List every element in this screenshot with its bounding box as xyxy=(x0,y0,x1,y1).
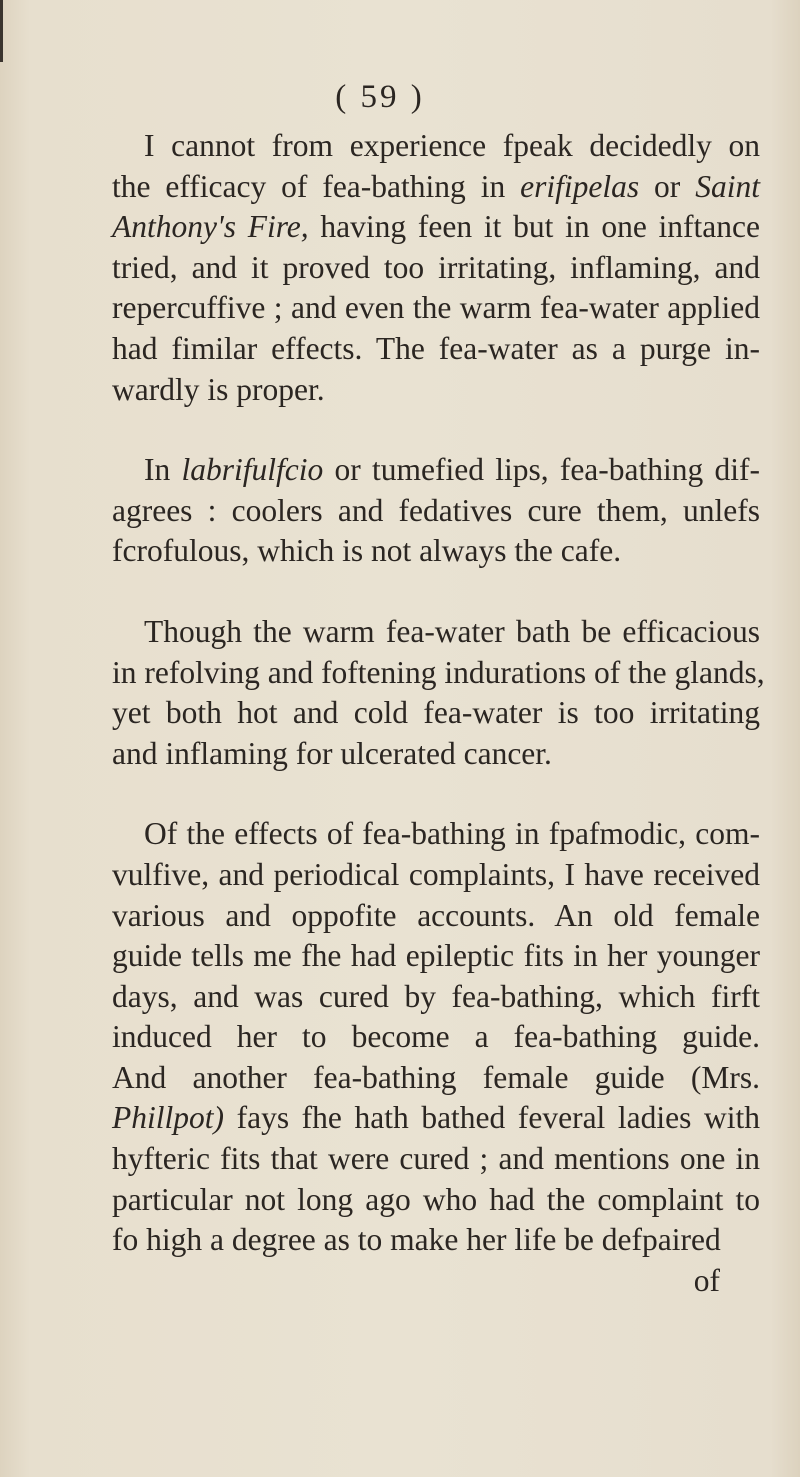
italic-text: Saint xyxy=(695,168,760,204)
text-run: or xyxy=(639,168,696,204)
text-run: in refolving and foftening indurations of the glands, xyxy=(112,654,765,690)
text-run: agrees : coolers and fedatives cure them, unlefs xyxy=(112,492,760,528)
catchword: of xyxy=(693,1262,720,1298)
page-number: ( 59 ) xyxy=(335,79,425,115)
text-run: In xyxy=(144,452,182,488)
text-line xyxy=(112,814,760,855)
text-line xyxy=(112,653,765,694)
text-run: And another fea-bathing female guide (Mrs. xyxy=(112,1059,760,1095)
text-run: or tumefied lips, fea-bathing dif- xyxy=(323,452,760,488)
text-run: particular not long ago who had the complaint to xyxy=(112,1181,760,1217)
text-line xyxy=(112,936,760,977)
text-line xyxy=(112,207,760,248)
italic-text: labrifulfcio xyxy=(181,452,324,488)
text-run: hyfteric fits that were cured ; and mentions one in xyxy=(112,1141,760,1177)
text-run: Of the effects of fea-bathing in fpafmodic, com- xyxy=(144,816,760,852)
text-run: the efficacy of fea-bathing in xyxy=(112,168,521,204)
text-line xyxy=(112,531,760,572)
text-run: wardly is proper. xyxy=(112,371,325,407)
text-line xyxy=(112,977,760,1018)
text-run: fcrofulous, which is not always the cafe. xyxy=(112,533,622,569)
text-run: tried, and it proved too irritating, inflaming, and xyxy=(112,249,760,285)
text-line xyxy=(112,288,760,329)
italic-text: Phillpot) xyxy=(112,1100,224,1136)
text-line xyxy=(112,1017,760,1058)
text-run: days, and was cured by fea-bathing, which firft xyxy=(112,978,760,1014)
text-run: fays fhe hath bathed feveral ladies with xyxy=(224,1100,760,1136)
text-line xyxy=(112,126,760,167)
text-line xyxy=(112,1058,760,1099)
text-line xyxy=(112,734,760,775)
text-line xyxy=(112,1220,760,1261)
paragraph-1 xyxy=(112,126,760,410)
text-run: various and oppofite accounts. An old female xyxy=(112,897,760,933)
text-run: having feen it but in one inftance xyxy=(308,209,760,245)
text-line xyxy=(112,370,760,411)
page-edge-shadow xyxy=(0,0,3,62)
text-run: yet both hot and cold fea-water is too irritating xyxy=(112,695,760,731)
text-line xyxy=(112,693,760,734)
text-run: repercuffive ; and even the warm fea-water applied xyxy=(112,290,760,326)
text-line xyxy=(112,329,760,370)
text-line xyxy=(112,855,760,896)
text-run: fo high a degree as to make her life be defpaired xyxy=(112,1222,721,1258)
text-line xyxy=(112,248,760,289)
italic-text: erifipelas xyxy=(520,168,640,204)
text-run: Though the warm fea-water bath be efficacious xyxy=(144,613,760,649)
text-run: induced her to become a fea-bathing guide. xyxy=(112,1019,760,1055)
text-line xyxy=(112,1180,760,1221)
paragraph-3 xyxy=(112,612,765,774)
text-line xyxy=(112,491,760,532)
text-line xyxy=(112,1098,760,1139)
text-line xyxy=(112,450,760,491)
text-line xyxy=(112,612,760,653)
text-run: guide tells me fhe had epileptic fits in her younger xyxy=(112,938,760,974)
text-line xyxy=(112,167,760,208)
paragraph-2 xyxy=(112,450,760,572)
text-line xyxy=(112,1139,760,1180)
italic-text: Anthony's Fire, xyxy=(112,209,309,245)
text-line xyxy=(112,896,760,937)
text-run: I cannot from experience fpeak decidedly on xyxy=(144,128,760,163)
text-run: had fimilar effects. The fea-water as a purge in- xyxy=(112,330,760,366)
body-text xyxy=(112,126,765,1301)
text-run: and inflaming for ulcerated cancer. xyxy=(112,735,552,771)
paragraph-4 xyxy=(112,814,760,1301)
text-run: vulfive, and periodical complaints, I have received xyxy=(112,856,760,892)
